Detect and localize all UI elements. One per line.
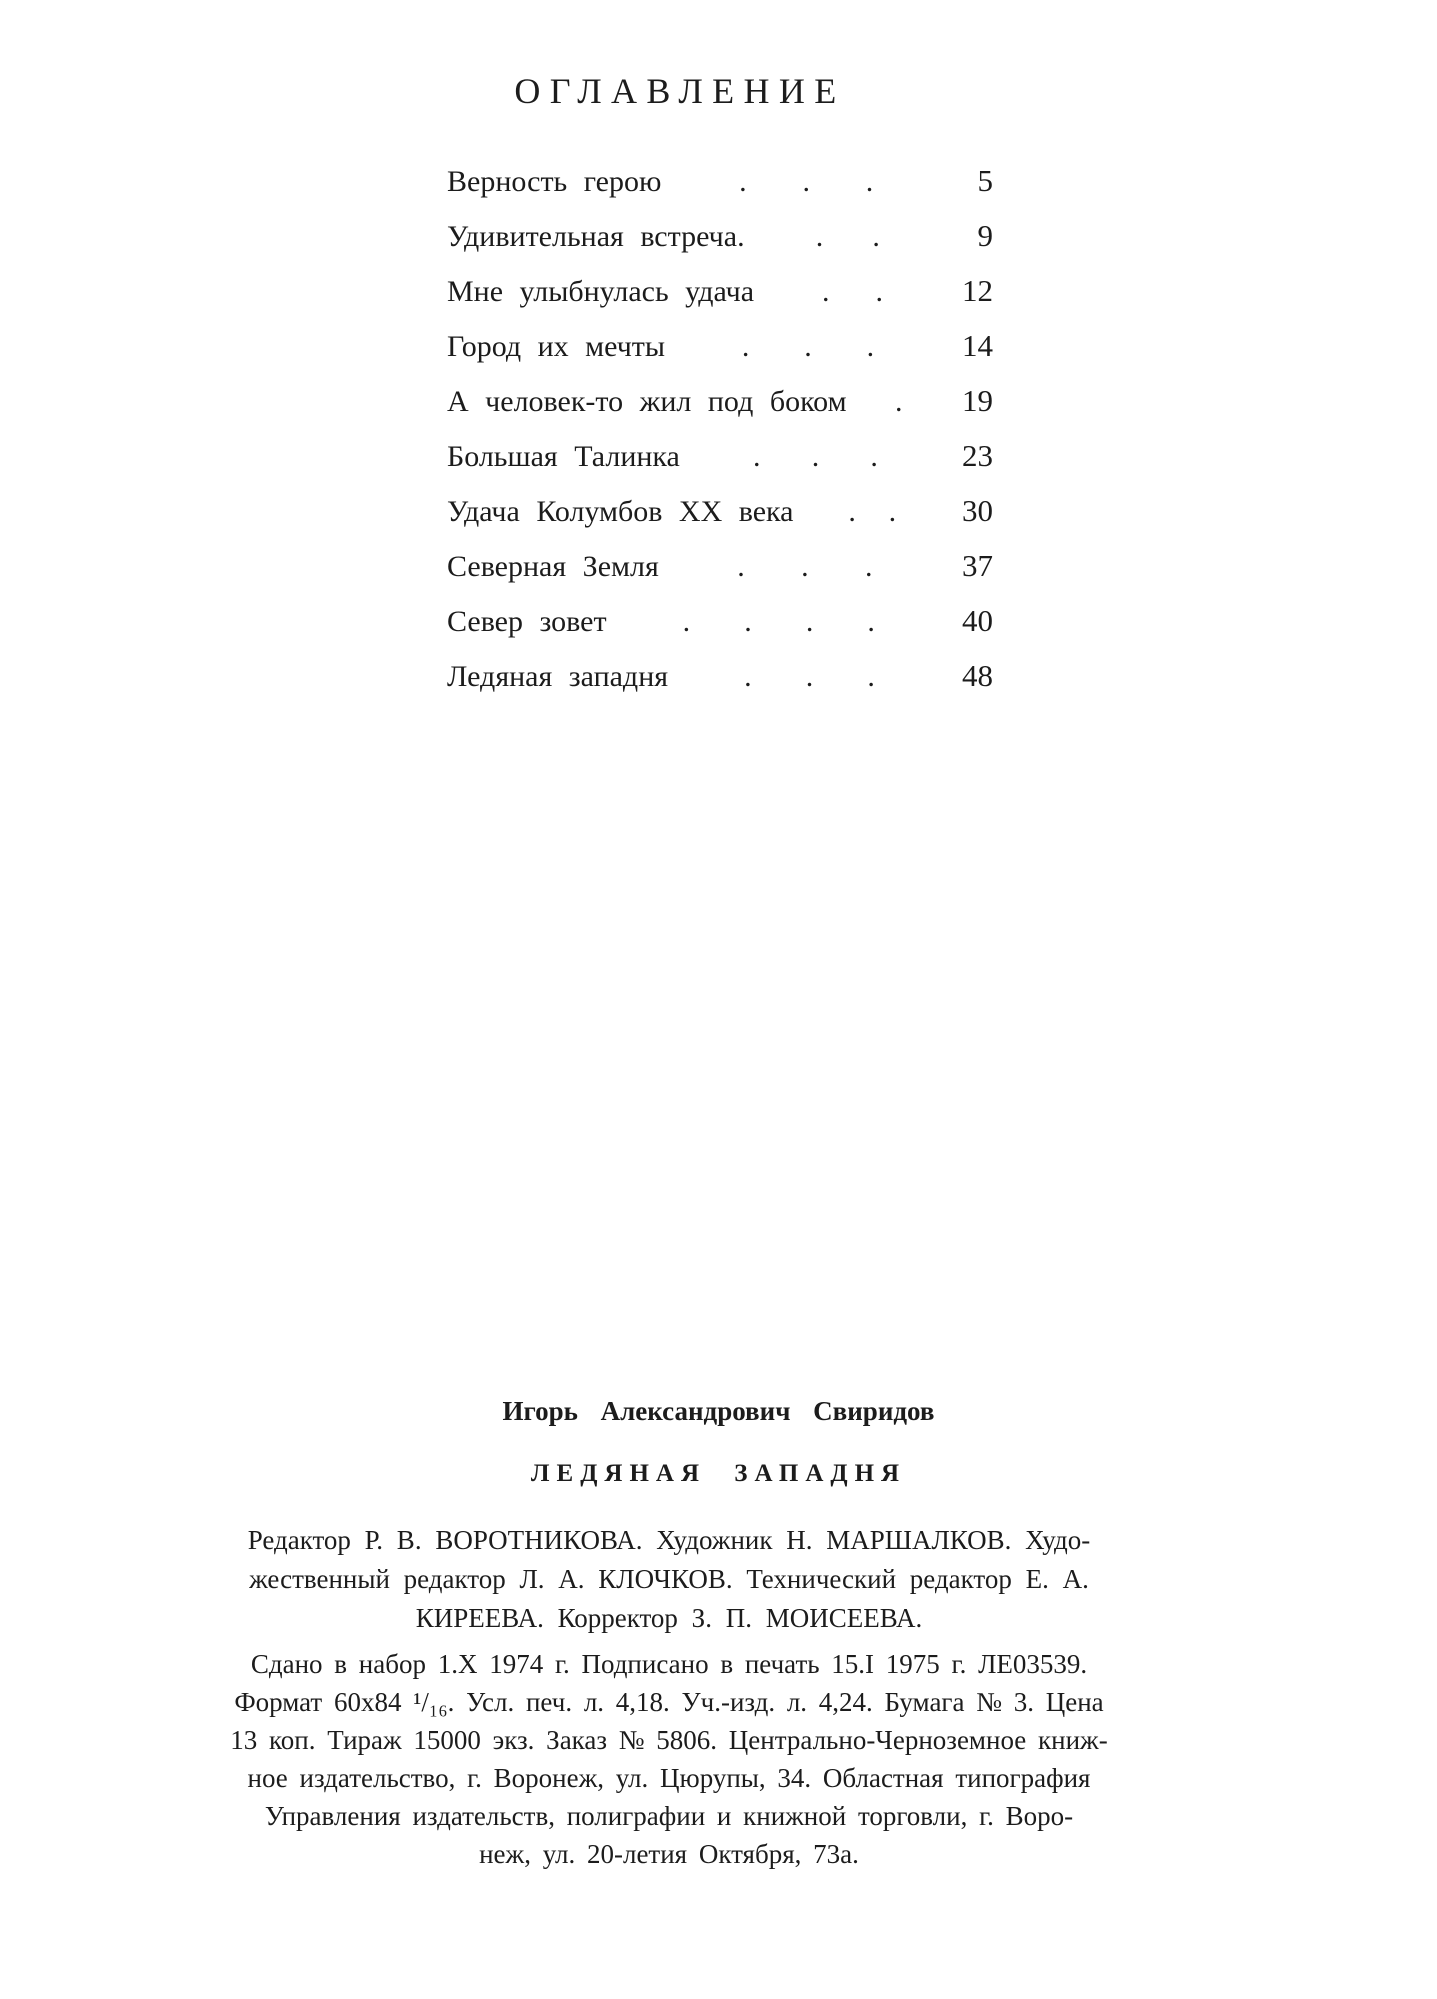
- leader-dots: [681, 549, 929, 584]
- leader-dot: .: [744, 605, 752, 638]
- leader-dot: .: [753, 440, 761, 473]
- toc-entry-page-number: 23: [962, 438, 993, 473]
- leader-dot: .: [737, 550, 745, 583]
- leader-dot: .: [815, 220, 824, 253]
- leader-dot: .: [744, 660, 752, 693]
- editors-block: [199, 1521, 1139, 1638]
- leader-dots: [629, 604, 929, 639]
- toc-entry-title: Ледяная западня: [447, 660, 669, 693]
- toc-row: [447, 548, 993, 584]
- imprint-block-line: неж, ул. 20-летия Октября, 73а.: [479, 1839, 859, 1869]
- leader-dot: .: [848, 495, 856, 528]
- toc-row: [447, 383, 993, 419]
- toc-entry-page-number: 19: [962, 383, 993, 418]
- toc-entry-title: Удача Колумбов XX века: [447, 495, 794, 528]
- leader-dots: [816, 494, 930, 529]
- toc-row: [447, 328, 993, 364]
- leader-dots: [767, 219, 929, 254]
- editors-block-line: жественный редактор Л. А. КЛОЧКОВ. Технический редактор Е. А.: [249, 1564, 1089, 1594]
- leader-dot: .: [865, 550, 873, 583]
- leader-dots: [702, 439, 929, 474]
- leader-dot: .: [895, 385, 903, 418]
- toc-entry-title: Город их мечты: [447, 330, 666, 363]
- leader-dot: .: [865, 165, 874, 198]
- leader-dot: .: [870, 440, 878, 473]
- leader-dots: [869, 384, 929, 419]
- editors-block-line: Редактор Р. В. ВОРОТНИКОВА. Художник Н. МАРШАЛКОВ. Худо-: [247, 1525, 1091, 1555]
- leader-dot: .: [875, 275, 883, 308]
- leader-dot: .: [867, 605, 875, 638]
- imprint-block-line: Сдано в набор 1.X 1974 г. Подписано в печать 15.I 1975 г. ЛЕ03539.: [250, 1649, 1088, 1679]
- toc-entry-page-number: 9: [977, 218, 993, 253]
- leader-dot: .: [801, 550, 809, 583]
- leader-dot: .: [888, 495, 897, 528]
- toc-entry-page-number: 37: [962, 548, 993, 583]
- leader-dot: .: [741, 330, 750, 363]
- toc-entry-title: Север зовет: [447, 605, 607, 638]
- leader-dot: .: [682, 605, 691, 638]
- toc-list: [447, 163, 993, 713]
- toc-row: [447, 658, 993, 694]
- toc-heading: ОГЛАВЛЕНИЕ: [514, 71, 846, 111]
- leader-dot: .: [872, 220, 880, 253]
- toc-entry-title: Большая Талинка: [447, 440, 680, 473]
- toc-row: [447, 218, 993, 254]
- book-title: ЛЕДЯНАЯ ЗАПАДНЯ: [530, 1460, 907, 1487]
- toc-entry-page-number: 12: [962, 273, 993, 308]
- leader-dot: .: [805, 605, 814, 638]
- toc-entry-page-number: 40: [962, 603, 993, 638]
- leader-dot: .: [805, 660, 814, 693]
- imprint-block-line: 13 коп. Тираж 15000 экз. Заказ № 5806. Центрально-Черноземное книж-: [230, 1725, 1108, 1755]
- leader-dot: .: [802, 165, 810, 198]
- leader-dot: .: [739, 165, 747, 198]
- imprint-block: [199, 1645, 1139, 1873]
- toc-entry-title: Северная Земля: [447, 550, 659, 583]
- toc-row: [447, 603, 993, 639]
- toc-row: [447, 273, 993, 309]
- leader-dot: .: [822, 275, 830, 308]
- leader-dots: [776, 274, 929, 309]
- imprint-block-line: ное издательство, г. Воронеж, ул. Цюрупы, 34. Областная типография: [247, 1763, 1091, 1793]
- leader-dots: [683, 164, 929, 199]
- toc-entry-page-number: 5: [977, 163, 993, 198]
- toc-entry-page-number: 30: [962, 493, 993, 528]
- toc-entry-title: Удивительная встреча.: [447, 220, 745, 253]
- leader-dots: [687, 329, 929, 364]
- imprint-block-line: Формат 60х84 ¹/₁₆. Усл. печ. л. 4,18. Уч.-изд. л. 4,24. Бумага № 3. Цена: [234, 1687, 1104, 1717]
- author-name: Игорь Александрович Свиридов: [502, 1396, 935, 1426]
- toc-entry-title: Мне улыбнулась удача: [447, 275, 755, 308]
- leader-dot: .: [804, 330, 812, 363]
- toc-row: [447, 493, 993, 529]
- leader-dot: .: [811, 440, 820, 473]
- toc-entry-page-number: 48: [962, 658, 993, 693]
- toc-row: [447, 163, 993, 199]
- leader-dot: .: [866, 330, 875, 363]
- leader-dot: .: [867, 660, 875, 693]
- leader-dots: [690, 659, 929, 694]
- editors-block-line: КИРЕЕВА. Корректор З. П. МОИСЕЕВА.: [415, 1603, 923, 1633]
- toc-entry-title: Верность герою: [447, 165, 662, 198]
- toc-entry-page-number: 14: [962, 328, 993, 363]
- imprint-block-line: Управления издательств, полиграфии и книжной торговли, г. Воро-: [264, 1801, 1074, 1831]
- toc-entry-title: А человек-то жил под боком: [447, 385, 847, 418]
- toc-row: [447, 438, 993, 474]
